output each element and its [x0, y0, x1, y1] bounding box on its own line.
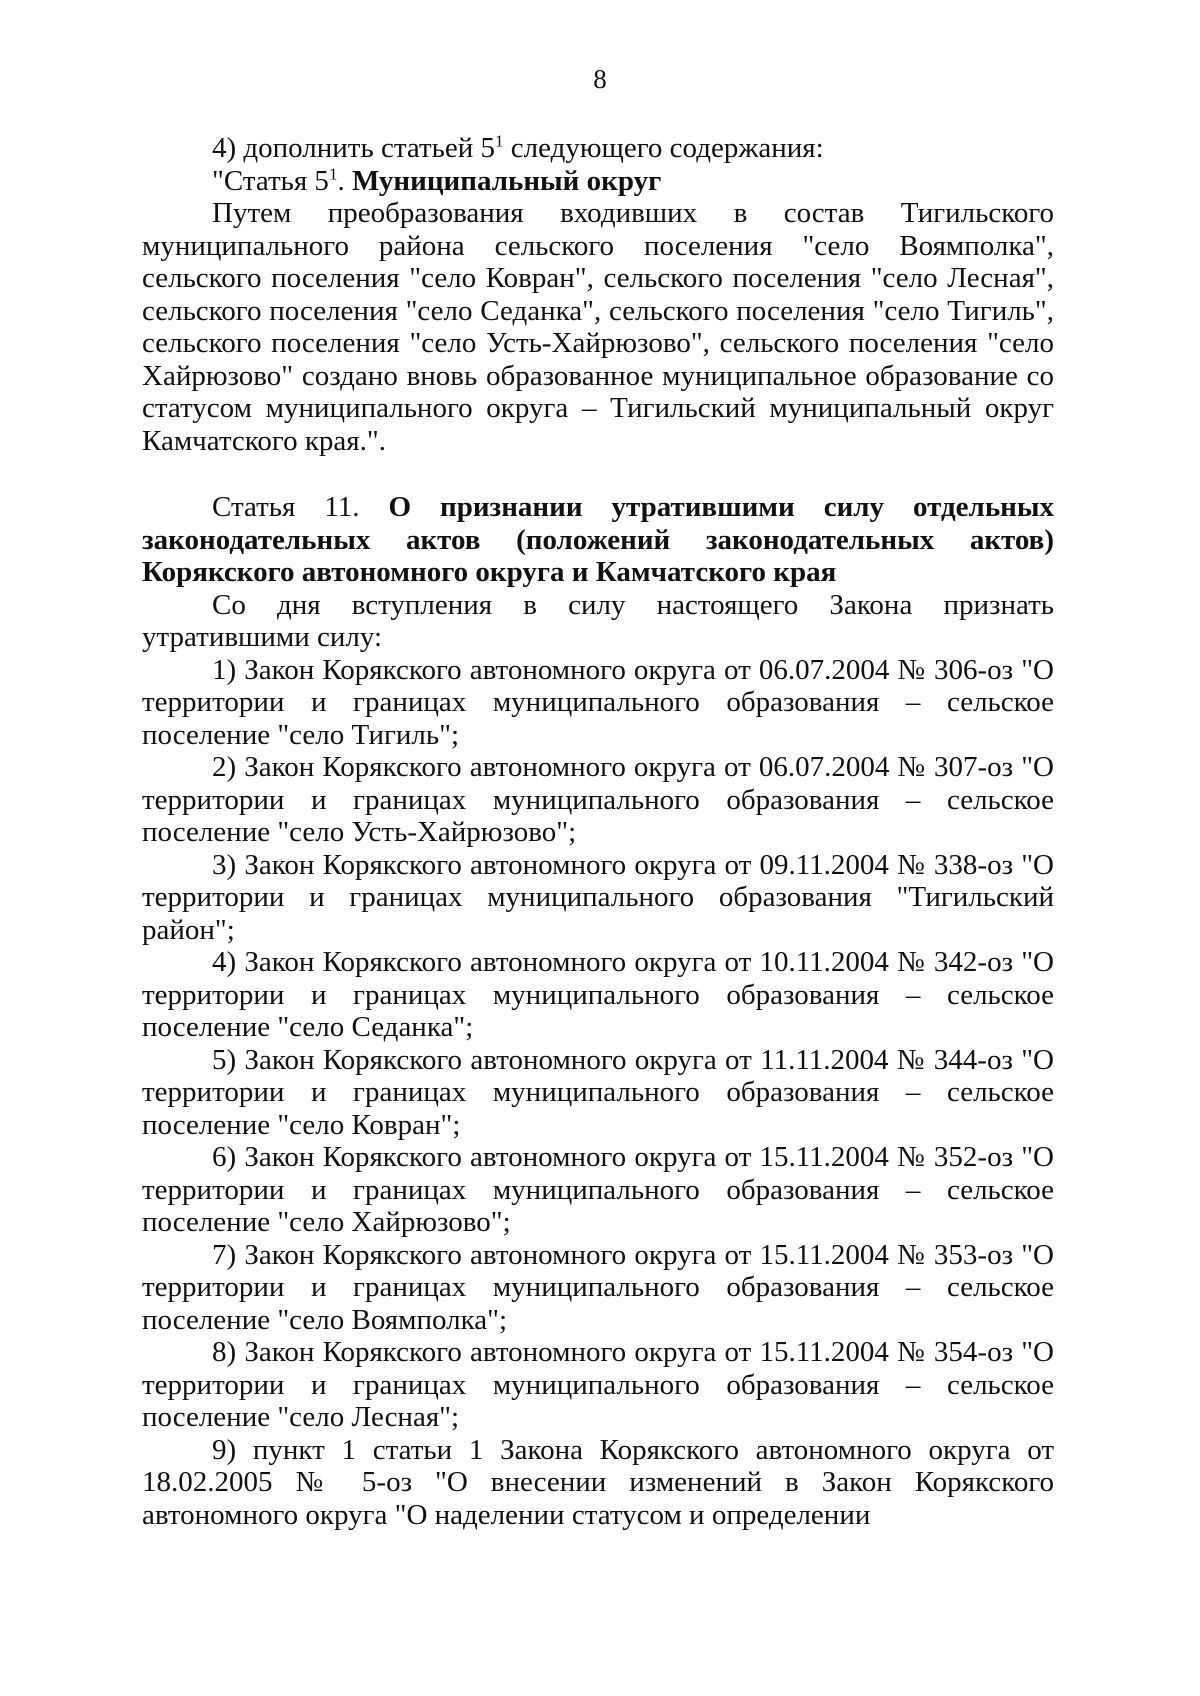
new-article-prefix: "Статья 5	[212, 164, 329, 197]
section-spacer	[142, 457, 1054, 491]
article-11-label: Статья 11.	[212, 491, 360, 523]
superscript: 1	[328, 163, 338, 183]
new-article-heading	[142, 165, 1054, 198]
new-article-body: Путем преобразования входивших в состав Тигильского муниципального района сельского поселения "село Воямполка", сельского поселения "село Ковран", сельского поселения "село Лесная", сельского поселения "село Седанка", сельского поселения "село Тигиль", сельского поселения "село Усть-Хайрюзово", сельского поселения "село Хайрюзово" создано вновь образованное муниципальное образование со статусом муниципального округа – Тигильский муниципальный округ Камчатского края.".	[142, 197, 1054, 457]
repealed-item: 2) Закон Корякского автономного округа от 06.07.2004 № 307-оз "О территории и границах муниципального образования – сельское поселение "село Усть-Хайрюзово";	[142, 751, 1054, 848]
article-11-title: О признании утратившими силу отдельных законодательных актов (положений законодательных актов) Корякского автономного округа и Камчатского края	[142, 491, 1055, 588]
new-article-prefix-dot: .	[337, 164, 352, 197]
repealed-item: 9) пункт 1 статьи 1 Закона Корякского автономного округа от 18.02.2005 № 5-оз "О внесении изменений в Закон Корякского автономного округа "О наделении статусом и определении	[142, 1433, 1054, 1531]
repealed-item: 6) Закон Корякского автономного округа от 15.11.2004 № 352-оз "О территории и границах муниципального образования – сельское поселение "село Хайрюзово";	[142, 1141, 1054, 1238]
superscript: 1	[495, 131, 504, 151]
repealed-item: 8) Закон Корякского автономного округа от 15.11.2004 № 354-оз "О территории и границах муниципального образования – сельское поселение "село Лесная";	[142, 1336, 1054, 1433]
new-article-title: Муниципальный округ	[351, 164, 662, 197]
repealed-item: 4) Закон Корякского автономного округа от 10.11.2004 № 342-оз "О территории и границах муниципального образования – сельское поселение "село Седанка";	[142, 946, 1054, 1043]
amendment-item-4	[142, 132, 1054, 165]
repealed-item: 5) Закон Корякского автономного округа от 11.11.2004 № 344-оз "О территории и границах муниципального образования – сельское поселение "село Ковран";	[142, 1043, 1054, 1141]
page-number: 8	[593, 64, 607, 94]
repealed-item: 3) Закон Корякского автономного округа от 09.11.2004 № 338-оз "О территории и границах муниципального образования "Тигильский район";	[142, 848, 1054, 946]
amendment-item-4-text-end: следующего содержания:	[503, 132, 824, 164]
article-11-heading	[142, 491, 1054, 589]
document-body	[142, 132, 1054, 1531]
article-11-intro: Со дня вступления в силу настоящего Закона признать утратившими силу:	[142, 588, 1054, 653]
amendment-item-4-text: 4) дополнить статьей 5	[212, 132, 496, 164]
repealed-item: 1) Закон Корякского автономного округа от 06.07.2004 № 306-оз "О территории и границах муниципального образования – сельское поселение "село Тигиль";	[142, 653, 1054, 751]
repealed-item: 7) Закон Корякского автономного округа от 15.11.2004 № 353-оз "О территории и границах муниципального образования – сельское поселение "село Воямполка";	[142, 1238, 1054, 1336]
